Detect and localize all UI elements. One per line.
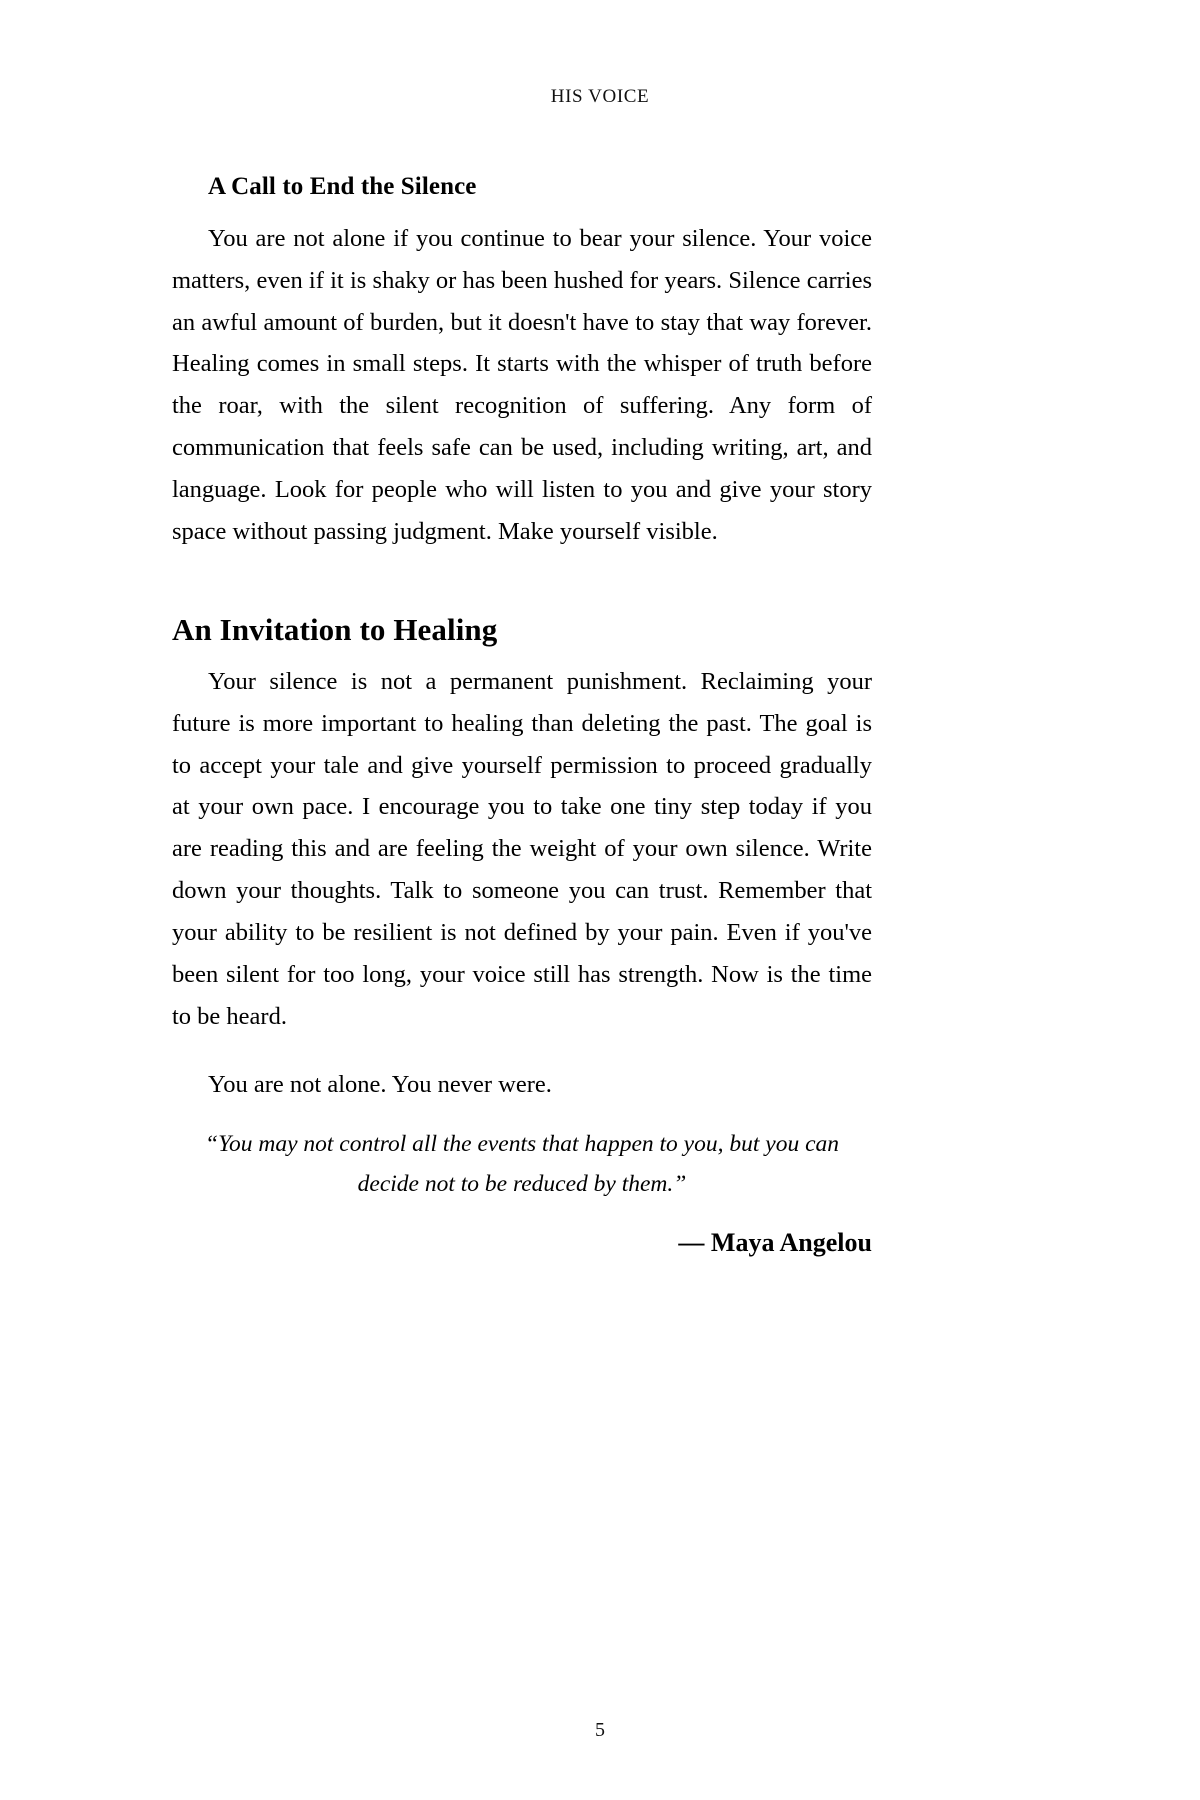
section-heading-call-to-end-the-silence: A Call to End the Silence [208,173,477,200]
page-number: 5 [595,1719,605,1741]
attribution-spacer [172,1204,872,1222]
paragraph-you-are-not-alone: You are not alone. You never were. [208,1070,552,1098]
paragraph-spacer [172,1038,872,1064]
paragraph-invitation-body: Your silence is not a permanent punishment. Reclaiming your future is more important to healing than deleting the past. The goal is to accept your tale and give yourself permission to proceed gradually at your own pace. I encourage you to take one tiny step today if you are reading this and are feeling the weight of your own silence. Write down your thoughts. Talk to someone you can trust. Remember that your ability to be resilient is not defined by your pain. Even if you've been silent for too long, your voice still has strength. Now is the time to be heard. [172,667,872,1030]
pull-quote-text: “You may not control all the events that happen to you, but you can decide not to be reduced by them.” [205,1130,839,1198]
pull-quote-attribution: — Maya Angelou [678,1228,872,1258]
paragraph-silence-intro: You are not alone if you continue to bear your silence. Your voice matters, even if it is shaky or has been hushed for years. Silence carries an awful amount of burden, but it doesn't have to stay that way forever. Healing comes in small steps. It starts with the whisper of truth before the roar, with the silent recognition of suffering. Any form of communication that feels safe can be used, including writing, art, and language. Look for people who will listen to you and give your story space without passing judgment. Make yourself visible. [172,224,872,545]
running-head: HIS VOICE [550,86,650,107]
page-content [172,170,872,1264]
section-spacer [172,553,872,609]
section-heading-an-invitation-to-healing: An Invitation to Healing [172,611,498,647]
quote-spacer [172,1106,872,1124]
